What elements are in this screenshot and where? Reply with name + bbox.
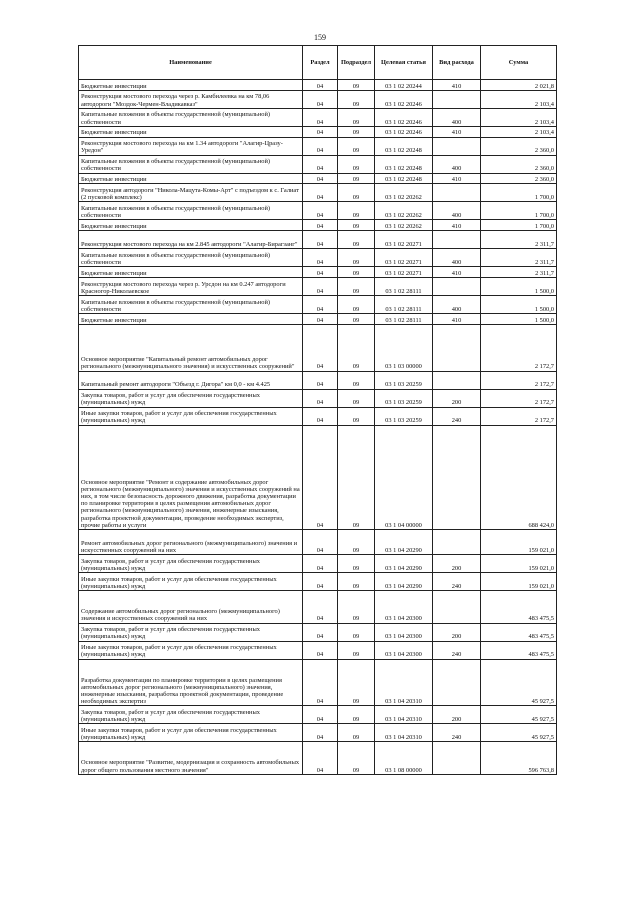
- row-target: 03 1 02 20246: [375, 126, 433, 137]
- row-sum: 2 103,4: [481, 90, 557, 108]
- row-subsection: 09: [338, 108, 375, 126]
- row-sum: 2 172,7: [481, 389, 557, 407]
- row-kind: [433, 371, 481, 389]
- row-target: 03 1 02 20244: [375, 80, 433, 91]
- row-section: 04: [303, 137, 338, 155]
- row-name: Реконструкция мостового перехода через р. Камбилеевка на км 78,06 автодороги "Моздок-Чермен-Владикавказ": [79, 90, 303, 108]
- row-subsection: 09: [338, 173, 375, 184]
- row-subsection: 09: [338, 295, 375, 313]
- row-sum: 688 424,0: [481, 425, 557, 529]
- row-name: Капитальные вложения в объекты государственной (муниципальной) собственности: [79, 249, 303, 267]
- row-subsection: 09: [338, 155, 375, 173]
- row-sum: 1 500,0: [481, 313, 557, 324]
- budget-table: [78, 45, 557, 775]
- table-row: [79, 425, 557, 529]
- row-sum: 2 172,7: [481, 407, 557, 425]
- page-number: 159: [314, 33, 326, 42]
- table-row: [79, 407, 557, 425]
- row-kind: 200: [433, 623, 481, 641]
- row-name: Разработка документации по планировке территории в целях размещения автомобильных дорог регионального (межмуниципального) значения, инженерные изыскания, разработка проектной документации, проведение необходимых экспертиз: [79, 659, 303, 706]
- row-subsection: 09: [338, 371, 375, 389]
- row-kind: 240: [433, 641, 481, 659]
- row-sum: 159 021,0: [481, 555, 557, 573]
- row-subsection: 09: [338, 90, 375, 108]
- row-section: 04: [303, 371, 338, 389]
- row-sum: 1 500,0: [481, 277, 557, 295]
- row-sum: 45 927,5: [481, 706, 557, 724]
- row-name: Капитальные вложения в объекты государственной (муниципальной) собственности: [79, 108, 303, 126]
- row-sum: 2 021,8: [481, 80, 557, 91]
- row-kind: [433, 137, 481, 155]
- row-section: 04: [303, 573, 338, 591]
- row-name: Иные закупки товаров, работ и услуг для обеспечения государственных (муниципальных) нужд: [79, 573, 303, 591]
- row-kind: 410: [433, 220, 481, 231]
- row-sum: 2 360,0: [481, 155, 557, 173]
- row-sum: 2 311,7: [481, 231, 557, 249]
- row-section: 04: [303, 324, 338, 371]
- row-name: Бюджетные инвестиции: [79, 80, 303, 91]
- row-name: Иные закупки товаров, работ и услуг для обеспечения государственных (муниципальных) нужд: [79, 724, 303, 742]
- row-section: 04: [303, 295, 338, 313]
- row-section: 04: [303, 591, 338, 623]
- row-target: 03 1 04 20310: [375, 659, 433, 706]
- row-target: 03 1 02 20262: [375, 184, 433, 202]
- row-section: 04: [303, 389, 338, 407]
- row-name: Основное мероприятие "Ремонт и содержание автомобильных дорог регионального (межмуниципального) значения и искусственных сооружений на них, в том числе безопасность дорожного движения, разработка документации по планировке территории в целях размещения автомобильных дорог регионального (межмуниципального) значения, инженерные изыскания, разработка проектной документации, проведение необходимых экспертиз, прочие работы и услуги: [79, 425, 303, 529]
- row-section: 04: [303, 742, 338, 774]
- row-section: 04: [303, 155, 338, 173]
- row-kind: [433, 742, 481, 774]
- row-name: Иные закупки товаров, работ и услуг для обеспечения государственных (муниципальных) нужд: [79, 407, 303, 425]
- row-target: 03 1 02 20262: [375, 220, 433, 231]
- table-row: [79, 724, 557, 742]
- table-body: [79, 80, 557, 775]
- row-name: Закупка товаров, работ и услуг для обеспечения государственных (муниципальных) нужд: [79, 389, 303, 407]
- row-target: 03 1 08 00000: [375, 742, 433, 774]
- row-kind: 400: [433, 249, 481, 267]
- row-kind: 400: [433, 155, 481, 173]
- table-row: [79, 184, 557, 202]
- table-row: [79, 137, 557, 155]
- row-kind: 410: [433, 173, 481, 184]
- row-name: Бюджетные инвестиции: [79, 220, 303, 231]
- row-section: 04: [303, 231, 338, 249]
- row-target: 03 1 04 20300: [375, 623, 433, 641]
- row-section: 04: [303, 641, 338, 659]
- row-name: Реконструкция мостового перехода на км 1.34 автодороги "Алагир-Цразу-Уредон": [79, 137, 303, 155]
- table-row: [79, 155, 557, 173]
- table-row: [79, 555, 557, 573]
- row-name: Капитальные вложения в объекты государственной (муниципальной) собственности: [79, 155, 303, 173]
- row-sum: 596 763,8: [481, 742, 557, 774]
- row-kind: [433, 529, 481, 554]
- table-row: [79, 173, 557, 184]
- row-sum: 483 475,5: [481, 591, 557, 623]
- row-target: 03 1 03 20259: [375, 389, 433, 407]
- row-kind: [433, 591, 481, 623]
- table-row: [79, 313, 557, 324]
- row-kind: [433, 324, 481, 371]
- row-sum: 483 475,5: [481, 641, 557, 659]
- row-section: 04: [303, 623, 338, 641]
- table-row: [79, 249, 557, 267]
- row-name: Иные закупки товаров, работ и услуг для обеспечения государственных (муниципальных) нужд: [79, 641, 303, 659]
- table-row: [79, 231, 557, 249]
- row-section: 04: [303, 313, 338, 324]
- row-target: 03 1 04 20290: [375, 529, 433, 554]
- row-target: 03 1 02 20246: [375, 108, 433, 126]
- row-target: 03 1 02 28111: [375, 277, 433, 295]
- row-kind: 240: [433, 573, 481, 591]
- row-section: 04: [303, 659, 338, 706]
- row-sum: 45 927,5: [481, 659, 557, 706]
- row-target: 03 1 04 20310: [375, 706, 433, 724]
- table-row: [79, 324, 557, 371]
- row-subsection: 09: [338, 407, 375, 425]
- row-sum: 2 311,7: [481, 267, 557, 278]
- row-name: Закупка товаров, работ и услуг для обеспечения государственных (муниципальных) нужд: [79, 555, 303, 573]
- row-target: 03 1 02 20271: [375, 231, 433, 249]
- row-target: 03 1 04 20290: [375, 555, 433, 573]
- header-name: Наименование: [79, 46, 303, 80]
- row-name: Основное мероприятие "Развитие, модернизация и сохранность автомобильных дорог общего пользования местного значения": [79, 742, 303, 774]
- row-kind: 240: [433, 724, 481, 742]
- row-kind: 410: [433, 80, 481, 91]
- row-subsection: 09: [338, 389, 375, 407]
- row-kind: 410: [433, 313, 481, 324]
- row-subsection: 09: [338, 742, 375, 774]
- row-subsection: 09: [338, 184, 375, 202]
- row-subsection: 09: [338, 659, 375, 706]
- table-row: [79, 659, 557, 706]
- row-name: Бюджетные инвестиции: [79, 267, 303, 278]
- row-name: Реконструкция автодороги "Никола-Мацута-Комы-Арт" с подъездом к с. Галиат (2 пусковой комплекс): [79, 184, 303, 202]
- table-row: [79, 389, 557, 407]
- table-row: [79, 573, 557, 591]
- row-subsection: 09: [338, 137, 375, 155]
- row-sum: 45 927,5: [481, 724, 557, 742]
- header-row: [79, 46, 557, 80]
- row-target: 03 1 02 20248: [375, 137, 433, 155]
- row-sum: 2 360,0: [481, 137, 557, 155]
- row-subsection: 09: [338, 220, 375, 231]
- row-subsection: 09: [338, 313, 375, 324]
- row-target: 03 1 03 20259: [375, 407, 433, 425]
- row-section: 04: [303, 267, 338, 278]
- row-sum: 2 103,4: [481, 108, 557, 126]
- row-section: 04: [303, 555, 338, 573]
- row-section: 04: [303, 724, 338, 742]
- table-row: [79, 742, 557, 774]
- row-kind: 200: [433, 389, 481, 407]
- header-target: Целевая статья: [375, 46, 433, 80]
- row-name: Бюджетные инвестиции: [79, 173, 303, 184]
- row-target: 03 1 03 00000: [375, 324, 433, 371]
- table-row: [79, 80, 557, 91]
- row-kind: 410: [433, 126, 481, 137]
- table-row: [79, 108, 557, 126]
- row-kind: 400: [433, 295, 481, 313]
- row-subsection: 09: [338, 623, 375, 641]
- row-section: 04: [303, 202, 338, 220]
- row-sum: 1 700,0: [481, 184, 557, 202]
- row-target: 03 1 02 20271: [375, 267, 433, 278]
- row-subsection: 09: [338, 555, 375, 573]
- row-subsection: 09: [338, 80, 375, 91]
- table-row: [79, 202, 557, 220]
- row-kind: 200: [433, 555, 481, 573]
- row-target: 03 1 02 28111: [375, 313, 433, 324]
- row-subsection: 09: [338, 202, 375, 220]
- row-target: 03 1 02 20248: [375, 155, 433, 173]
- row-section: 04: [303, 80, 338, 91]
- row-subsection: 09: [338, 267, 375, 278]
- row-sum: 483 475,5: [481, 623, 557, 641]
- table-row: [79, 641, 557, 659]
- table-row: [79, 623, 557, 641]
- row-section: 04: [303, 220, 338, 231]
- row-subsection: 09: [338, 425, 375, 529]
- table-row: [79, 529, 557, 554]
- row-target: 03 1 02 20271: [375, 249, 433, 267]
- table-row: [79, 126, 557, 137]
- table-row: [79, 220, 557, 231]
- table-row: [79, 706, 557, 724]
- row-section: 04: [303, 249, 338, 267]
- row-kind: 240: [433, 407, 481, 425]
- row-name: Капитальные вложения в объекты государственной (муниципальной) собственности: [79, 202, 303, 220]
- row-kind: [433, 659, 481, 706]
- row-subsection: 09: [338, 706, 375, 724]
- table-row: [79, 371, 557, 389]
- row-target: 03 1 04 20290: [375, 573, 433, 591]
- row-sum: 159 021,0: [481, 529, 557, 554]
- row-sum: 159 021,0: [481, 573, 557, 591]
- table-row: [79, 267, 557, 278]
- row-subsection: 09: [338, 126, 375, 137]
- row-target: 03 1 02 20248: [375, 173, 433, 184]
- header-subsection: Подраздел: [338, 46, 375, 80]
- row-subsection: 09: [338, 573, 375, 591]
- row-sum: 1 500,0: [481, 295, 557, 313]
- row-sum: 2 103,4: [481, 126, 557, 137]
- table-row: [79, 277, 557, 295]
- row-subsection: 09: [338, 231, 375, 249]
- row-sum: 2 172,7: [481, 371, 557, 389]
- row-sum: 2 172,7: [481, 324, 557, 371]
- row-target: 03 1 04 20300: [375, 641, 433, 659]
- row-kind: 400: [433, 108, 481, 126]
- header-kind: Вид расхода: [433, 46, 481, 80]
- row-name: Содержание автомобильных дорог регионального (межмуниципального) значения и искусственных сооружений на них: [79, 591, 303, 623]
- row-name: Реконструкция мостового перехода на км 2.845 автодороги "Алагир-Бирагзанг": [79, 231, 303, 249]
- row-section: 04: [303, 425, 338, 529]
- row-kind: [433, 90, 481, 108]
- row-sum: 2 311,7: [481, 249, 557, 267]
- row-name: Капитальный ремонт автодороги "Объезд г. Дигора" км 0,0 - км 4.425: [79, 371, 303, 389]
- row-subsection: 09: [338, 529, 375, 554]
- row-section: 04: [303, 173, 338, 184]
- row-target: 03 1 02 20246: [375, 90, 433, 108]
- row-target: 03 1 04 20310: [375, 724, 433, 742]
- row-target: 03 1 03 20259: [375, 371, 433, 389]
- row-section: 04: [303, 184, 338, 202]
- row-section: 04: [303, 706, 338, 724]
- row-name: Бюджетные инвестиции: [79, 126, 303, 137]
- row-section: 04: [303, 108, 338, 126]
- row-subsection: 09: [338, 591, 375, 623]
- row-subsection: 09: [338, 641, 375, 659]
- row-name: Основное мероприятие "Капитальный ремонт автомобильных дорог регионального (межмуниципального значения) и искусственных сооружений": [79, 324, 303, 371]
- row-sum: 2 360,0: [481, 173, 557, 184]
- row-kind: [433, 184, 481, 202]
- row-subsection: 09: [338, 324, 375, 371]
- row-subsection: 09: [338, 249, 375, 267]
- row-target: 03 1 04 20300: [375, 591, 433, 623]
- row-target: 03 1 02 20262: [375, 202, 433, 220]
- row-kind: [433, 425, 481, 529]
- row-subsection: 09: [338, 724, 375, 742]
- row-kind: 410: [433, 267, 481, 278]
- row-section: 04: [303, 529, 338, 554]
- row-sum: 1 700,0: [481, 220, 557, 231]
- row-section: 04: [303, 277, 338, 295]
- row-section: 04: [303, 407, 338, 425]
- row-name: Закупка товаров, работ и услуг для обеспечения государственных (муниципальных) нужд: [79, 706, 303, 724]
- row-name: Реконструкция мостового перехода через р. Урсдон на км 0.247 автодороги Красногор-Николаевское: [79, 277, 303, 295]
- row-kind: [433, 277, 481, 295]
- row-kind: [433, 231, 481, 249]
- row-name: Закупка товаров, работ и услуг для обеспечения государственных (муниципальных) нужд: [79, 623, 303, 641]
- row-sum: 1 700,0: [481, 202, 557, 220]
- row-kind: 400: [433, 202, 481, 220]
- row-section: 04: [303, 90, 338, 108]
- row-name: Ремонт автомобильных дорог регионального (межмуниципального) значения и искусственных сооружений на них: [79, 529, 303, 554]
- row-section: 04: [303, 126, 338, 137]
- row-target: 03 1 04 00000: [375, 425, 433, 529]
- table-row: [79, 295, 557, 313]
- row-name: Бюджетные инвестиции: [79, 313, 303, 324]
- row-name: Капитальные вложения в объекты государственной (муниципальной) собственности: [79, 295, 303, 313]
- row-subsection: 09: [338, 277, 375, 295]
- header-section: Раздел: [303, 46, 338, 80]
- row-target: 03 1 02 28111: [375, 295, 433, 313]
- table-row: [79, 591, 557, 623]
- table-row: [79, 90, 557, 108]
- row-kind: 200: [433, 706, 481, 724]
- header-sum: Сумма: [481, 46, 557, 80]
